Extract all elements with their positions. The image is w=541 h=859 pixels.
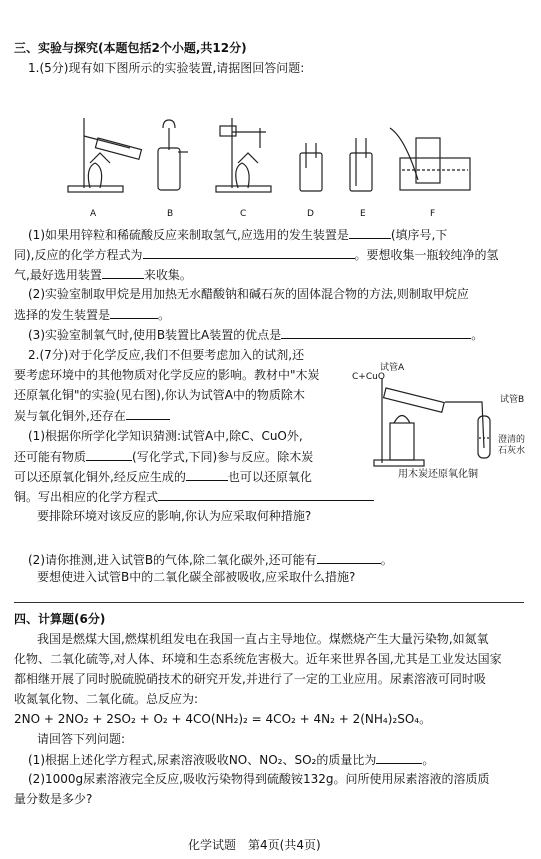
label-a: A (90, 209, 97, 219)
answer-line (14, 602, 524, 603)
apparatus-c (216, 118, 271, 192)
s4-line4: 收氮氧化物、二氧化硫。总反应为: (14, 692, 199, 706)
apparatus-f (390, 128, 470, 190)
s4-q2-line1: (2)1000g尿素溶液完全反应,吸收污染物得到硫酸铵132g。问所使用尿素溶液的溶质质 (28, 772, 490, 786)
s4-line3: 都相继开展了同时脱硫脱硝技术的研究开发,并进行了一定的工业应用。尿素溶液可同时吸 (14, 672, 486, 686)
q2-line6: 还可能有物质 (写化学式,下同)参与反应。除木炭 (14, 450, 314, 464)
q1-intro: 1.(5分)现有如下图所示的实验装置,请据图回答问题: (28, 61, 305, 75)
q2-line5: (1)根据你所学化学知识猜测:试管A中,除C、CuO外, (28, 429, 303, 443)
page-footer: 化学试题 第4页(共4页) (188, 838, 321, 852)
s4-ask: 请回答下列问题: (37, 732, 126, 746)
fig-reagent-label: C+CuO (352, 372, 385, 382)
label-f: F (430, 209, 436, 219)
q2-line4: 炭与氧化铜外,还存在 (14, 408, 170, 424)
fig-tube-a-label: 试管A (380, 363, 405, 373)
s4-line1: 我国是燃煤大国,燃煤机组发电在我国一直占主导地位。煤燃烧产生大量污染物,如氮氧 (37, 632, 489, 646)
q2-part2-line1: (2)请你推测,进入试管B的气体,除二氧化碳外,还可能有 。 (28, 553, 393, 567)
q2-line9: 要排除环境对该反应的影响,你认为应采取何种措施? (37, 509, 312, 523)
s4-equation: 2NO + 2NO₂ + 2SO₂ + O₂ + 4CO(NH₂)₂ = 4CO₂ + 4N₂ + 2(NH₄)₂SO₄。 (14, 712, 432, 726)
apparatus-b (158, 120, 188, 190)
q2-line3: 还原氧化铜"的实验(见右图),你认为试管A中的物质除木 (14, 388, 305, 402)
apparatus-e (350, 138, 372, 191)
section3-heading: 三、实验与探究(本题包括2个小题,共12分) (14, 41, 247, 55)
label-e: E (360, 209, 366, 219)
apparatus-a (68, 118, 141, 192)
q2-line2: 要考虑环境中的其他物质对化学反应的影响。教材中"木炭 (14, 368, 320, 382)
apparatus-d (300, 143, 322, 191)
q1-part1-line1: (1)如果用锌粒和稀硫酸反应来制取氢气,应选用的发生装置是 (填序号,下 (28, 228, 448, 242)
q2-line1: 2.(7分)对于化学反应,我们不但要考虑加入的试剂,还 (28, 348, 305, 362)
label-c: C (240, 209, 247, 219)
apparatus-figure (60, 108, 490, 218)
q1-part3: (3)实验室制氧气时,使用B装置比A装置的优点是 。 (28, 328, 484, 342)
fig-caption: 用木炭还原氧化铜 (398, 469, 478, 480)
q1-part1-line2: 同),反应的化学方程式为 。要想收集一瓶较纯净的氢 (14, 248, 499, 262)
s4-line2: 化物、二氧化硫等,对人体、环境和生态系统危害极大。近年来世界各国,尤其是工业发达国家 (14, 652, 502, 666)
q1-part2-line1: (2)实验室制取甲烷是用加热无水醋酸钠和碱石灰的固体混合物的方法,则制取甲烷应 (28, 287, 469, 301)
fig-limewater-label-2: 石灰水 (498, 446, 526, 456)
s4-q1: (1)根据上述化学方程式,尿素溶液吸收NO、NO₂、SO₂的质量比为 。 (28, 753, 435, 767)
q1-part1-line3: 气,最好选用装置 来收集。 (14, 268, 192, 282)
section4-heading: 四、计算题(6分) (14, 612, 106, 626)
q2-line8: 铜。写出相应的化学方程式 (14, 489, 374, 505)
label-b: B (167, 209, 174, 219)
fig-limewater-label-1: 澄清的 (498, 435, 526, 445)
label-d: D (307, 209, 314, 219)
s4-q2-line2: 量分数是多少? (14, 792, 93, 806)
fig-tube-b-label: 试管B (500, 395, 525, 405)
q1-part2-line2: 选择的发生装置是 。 (14, 308, 171, 322)
q2-line7: 可以还原氧化铜外,经反应生成的 也可以还原氧化 (14, 470, 312, 484)
q2-part2-line2: 要想使进入试管B中的二氧化碳全部被吸收,应采取什么措施? (37, 570, 356, 584)
